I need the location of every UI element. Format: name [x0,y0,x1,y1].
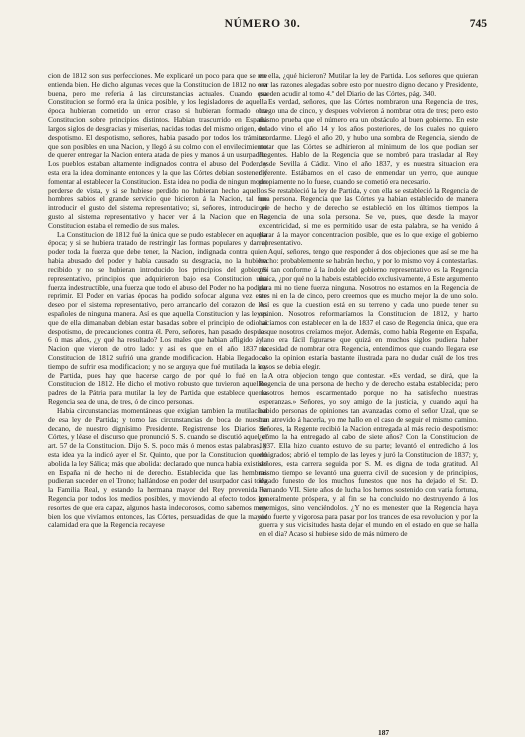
paragraph: Aquí, señores, tengo que responder á dos objeciones que así se me ha hecho: probablemente se habrán hecho, y por lo mismo voy á contestarlas. ¿Si tan conforme á la índole del gobierno representativo es la Regencia única, ¿por qué no la habeis establecido exclusivamente, á Este argumento para mi no tiene fuerza ninguna. Nosotros no estamos en la Regencia de tres ni en la de cinco, pero creemos que es mucho mejor la de uno solo. Así es que la cuestion está en su terreno y cada uno puede tener su opinion. Nosotros reformaríamos la Constitucion de 1812, y harto hacíamos con establecer en la de 1837 el caso de Regencia única, que era la que nosotros creíamos mejor. Además, como había Regente en España, y no era fácil figurarse que quizá en muchos siglos pudiera haber necesidad de nombrar otra Regencia, entendimos que cuando llegara ese caso la opinion estaría bastante ilustrada para no dudar cuál de los tres casos se debia elegir. [259,247,478,371]
paragraph: Se restableció la ley de Partida, y con ella se estableció la Regencia de una persona. Regencia que las Córtes ya habian establecido de manera que de hecho y de derecho se estableció en los últimos tiempos la Regencia de una sola persona. Se ve, pues, que desde la mayor excentricidad, si me es permitido usar de esta palabra, se ha venido á parar á la mayor concentracion posible, que es lo que exige el gobierno representativo. [259,185,478,248]
paragraph: Es verdad, señores, que las Córtes nombraron una Regencia de tres, luego una de cinco, y despues volvieron á nombrar otra de tres; pero esto mismo prueba que el número era un obstáculo al buen gobierno. En este estado vino el año 14 y los años posteriores, de los cuales no quiero acordarme. Llegó el año 20, y hubo una sombra de Regencia, siendo de notar que las Córtes se adhirieron al mínimum de los que podian ser Regentes. Hablo de la Regencia que se nombró para trasladar al Rey desde Sevilla á Cádiz. Vino el año 1837, y es nuestra situacion era diferente. Estábamos en el caso de enmendar un yerro, que aunque propiamente no lo fuese, cuando se cometió era necesario. [259,97,478,186]
paragraph: cion de 1812 son sus perfecciones. Me explicaré un poco para que se me entienda bien. He dicho algunas veces que la Constitucion de 1812 no era buena, pero me referia á las circunstancias actuales. Cuando esa Constitucion se formó era la única posible, y los legisladores de aquella época hubieran cometido un error craso si hubieran formado otra Constitucion sobre principios distintos. Habian trascurrido en España largos siglos de desgracias y miserias, nacidas todas del mismo origen, del despotismo. El despotismo, señores, habia pasado por todos los trámites que son posibles en una Nacion, y llegó á su colmo con el envilecimiento de querer entregar la Nacion entera atada de pies y manos á un usurpador. Los pueblos estaban altamente indignados contra el abuso del Poder, y esta era la idea dominante entonces y la que las Córtes debian sostener y fomentar al establecer la Constitucion. Esta idea no podia de ningun modo perderse de vista, y si se hubiese perdido no hubieran hecho aquellos hombres sabios el grande servicio que hicieron á la Nacion, tal fue introducir el gusto del sistema representativo; si, señores, introducir el gusto al sistema representativo y hacer ver á la Nacion que en la Constitucion estaba el remedio de sus males. [48,71,267,230]
paragraph: A otra objecion tengo que contestar. «Es verdad, se dirá, que la Regencia de una persona de hecho y de derecho estaba establecida; pero nosotros hemos escarmentado porque no ha satisfecho nuestras esperanzas.» Señores, yo soy amigo de la justicia, y cuando aquí ha habido personas de opiniones tan avanzadas como el señor Uzal, que se han atrevido á hacerla, yo me hallo en el caso de seguir el mismo camino. Señores, la Regente recibió la Nacion entregada al más recio despotismo: ¿cómo la ha entregado al cabo de siete años? Con la Constitucion de 1837. Ella hizo cuanto estuvo de su parte; levantó el entredicho á los emigrados; abrió el templo de las leyes y juró la Constitucion de 1837; y, señores, esta carrera seguida por S. M. es digna de toda gratitud. Al mismo tiempo se levantó una guerra civil de sucesion y de principios, legado funesto de los muchos funestos que nos ha dejado el Sr. D. Fernando VII. Siete años de lucha los hemos sostenido con varia fortuna, generalmente próspera, y al fin se ha concluido no destruyendo á los enemigos, sino venciéndolos. ¿Y no es menester que la Regencia haya sido fuerte y vigorosa para pasar por los trances de esa revolucion y por la guerra y sus vicisitudes hasta dejar el mundo en el estado en que se halla en el dia? Acaso si hubiese sido de más número de [259,370,478,539]
page-number: 745 [469,18,487,30]
issue-number: NÚMERO 30. [224,18,301,30]
page-header [0,18,525,38]
signature-number: 187 [378,728,390,737]
paragraph: Habia circunstancias momentáneas que exigian tambien la mutilacion de esa ley de Partida; y tomo las circunstancias de boca de nuestro decano, de nuestro dignísimo Presidente. Registrense los Diarios de Córtes, y léase el discurso que pronunció S. S. cuando se discutió aquel el art. 57 de la Constitucion. Dijo S. S. poco más ó menos estas palabras, y esta idea ya la indicó ayer el Sr. Quinto, que por la Constitucion quedó abolida la ley Sálica; más que abolida: declarado que nunca habia existido en España ni de hecho ni de derecho. Establecida que las hembras pudieran suceder en el Trono; hallándose en poder del usurpador casi toda la Familia Real, y estando la hermana mayor del Rey prevenida la Regencia por todos los medios posibles, y moviendo al efecto todos los resortes de que era capaz, algunos hasta indecorosos, como sabemos muy bien los que vivíamos entonces, las Córtes, persuadidas de que la mayor calamidad era que la Regencia recayese [48,405,267,530]
paragraph: en ella, ¿qué hicieron? Mutilar la ley de Partida. Los señores que quieran ver las razones alegadas sobre esto por nuestro digno decano y Presidente, pueden acudir al tomo 4.º del Diario de las Córtes, pág. 340. [259,71,478,98]
left-column [48,72,267,530]
paragraph: La Constitucion de 1812 fué la única que se pudo establecer en aquella época; y si se hubiera tratado de restringir las formas populares y dar al poder toda la fuerza que debe tener, la Nacion, indignada contra quien habia abusado del poder y habia causado su desgracia, no la hubiera recibido y no se hubieran introducido los principios del gobierno representativo, principios que adquirieron bajo esa Constitucion una fuerza indestructible, una fuerza que todo el abuso del Poder no ha podido reprimir. El Poder en varias épocas ha podido sofocar alguna vez este deseo por el sistema representativo, pero arrancarlo del corazon de los españoles de ninguna manera. Así es que aquella Constitucion y las leyes que de ella dimanaban debian estar basadas sobre el principio de odio al despotismo, de precauciones contra él. Pero, señores, han pasado despues 6 ú mas años, ¿y qué ha resultado? Los males que habian afligido á la Nacion que vieron de otro lado: y asi es que en el año 1837 la Constitucion de 1812 sufrió una grande modificacion. Habia llegado el tiempo de sufrir esa modificacion; y no se arguya que fué mutilada la ley de Partida, pues hay que hacerse cargo de por qué lo fué en la Constitucion de 1812. He dicho el motivo robusto que tuvieron aquellos padres de la Pátria para mutilar la ley de Partida que establece que la Regencia sea de una, de tres, ó de cinco personas. [48,229,267,407]
right-column [259,72,478,539]
